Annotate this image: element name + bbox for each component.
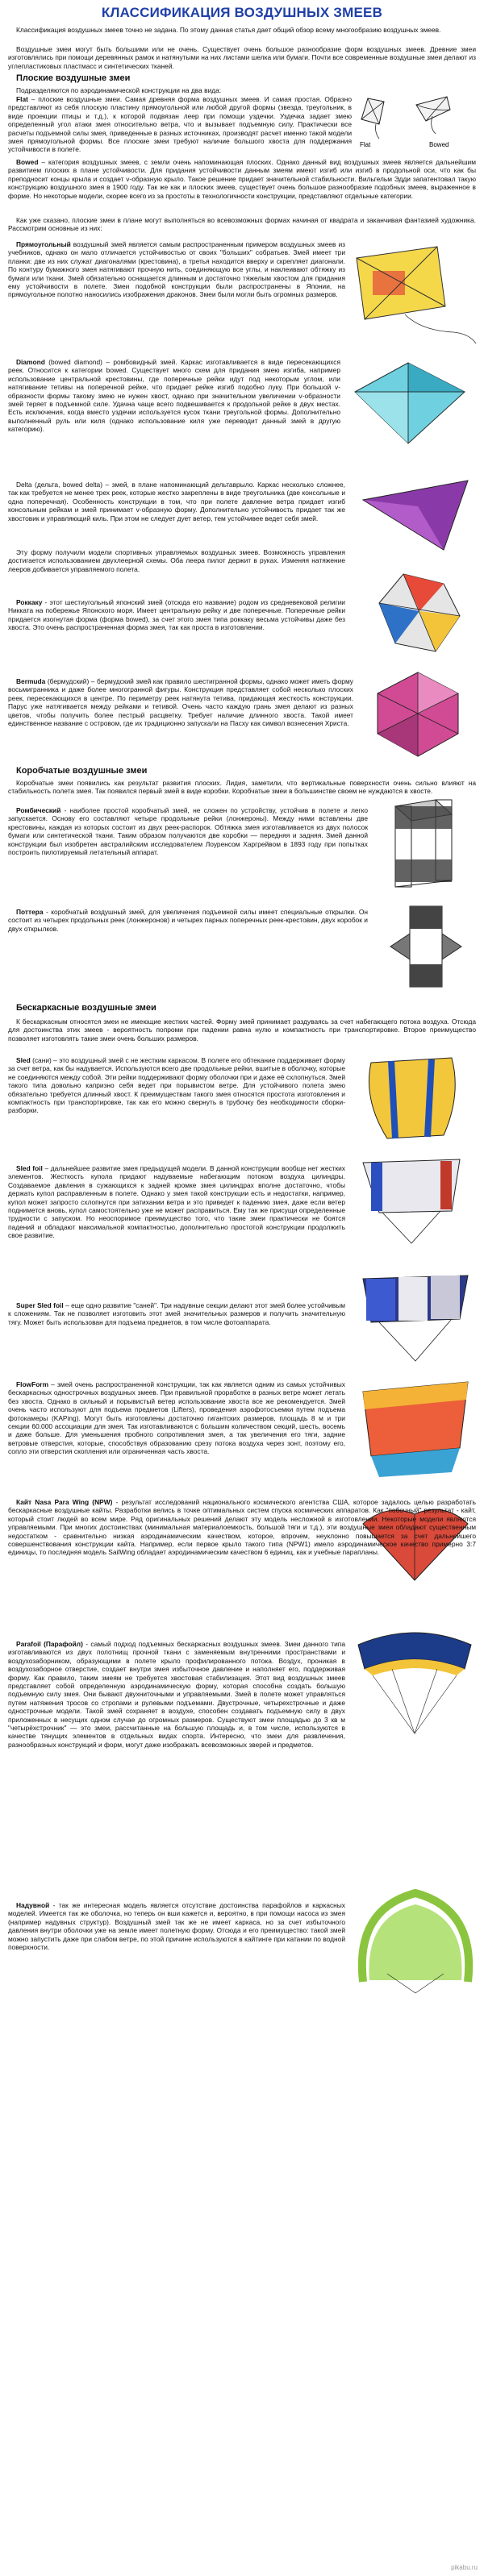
rect-term: Прямоугольный	[16, 240, 71, 248]
bowed-paragraph	[8, 158, 476, 200]
parafoil-paragraph	[8, 1640, 345, 1749]
flat-kite-shape	[361, 98, 384, 139]
potter-kite-illustration	[386, 901, 466, 998]
bermuda-text: (бермудский) – бермудский змей как правило шестигранной формы, однако может иметь форму восьмигранника и даже более многогранной фигуры. Конструкция представляет собой несколько плоских реек, пересекающихся в центре. По периметру реек натянута тетива, придающая жесткость конструкции. Парус уже натягивается между рейками и тетивой. Очень часто каждую грань змея делают из разных цветов, чтобы получить более пестрый расцветку. Требует наличие длинного хвоста. Такой имеет единственное название с островом, где их традиционно запускали на Пасху как символ вознесения Христа.	[8, 677, 353, 728]
supersled-paragraph	[8, 1301, 345, 1326]
sled-kite-illustration	[355, 1055, 476, 1143]
inflatable-paragraph	[8, 1901, 345, 1951]
flowform-kite-illustration	[355, 1375, 476, 1480]
diamond-paragraph	[8, 358, 340, 434]
flat-paragraph	[8, 95, 352, 154]
section-heading-frameless: Бескаркасные воздушные змеи	[16, 1003, 156, 1013]
supersled-text: – еще одно развитие "саней". Три надувные секции делают этот змей более устойчивым к сложениям. Так не позволяет изготовить этот змей значительных размеров и получить значительную тягу. Может быть использован для подъема предметов, в том числе фотоаппарата.	[8, 1301, 345, 1326]
flat-forms-paragraph: Как уже сказано, плоские змеи в плане могут выполняться во всевозможных формах начиная от квадрата и заканчивая фантазией художника. Рассмотрим основные из них:	[8, 216, 476, 233]
box-paragraph: Коробчатые змеи появились как результат развития плоских. Лидия, заметили, что вертикальные поверхности очень сильно влияют на стабильность полета змея. Так появился первый змей в виде коробки. Коробчатые змеи в большинстве своем не нуждаются в хвосте.	[8, 779, 476, 796]
page-title: КЛАССИФИКАЦИЯ ВОЗДУШНЫХ ЗМЕЕВ	[101, 5, 383, 20]
rokkaku-kite-illustration	[355, 571, 476, 660]
nasa-term: Кайт Nasa Para Wing (NPW)	[16, 1498, 113, 1506]
sled-term: Sled	[16, 1056, 31, 1064]
nasa-text: - результат исследований национального космического агентства США, которое задалось целью разработать бескаркасные воздушные кайты. Разработки велись в точке оптимальных систем спуска космических аппаратов. Как "побочный" результат - кайт, который стоит людей во всем мире. Ряд оригинальных решений делают эту модель несложной в изготовлении. Некоторые модели являются управляемыми. При многих достоинствах (минимальная материалоемкость, большой тяги и т.д.), эти воздушные змеи обладают существенным недостатком - сравнительно низкая аэродинамическим качеством, которое, впрочем, неуклонно повышается за счет дальнейшего совершенствования конструкции кайта. Например, если первое крыло такого типа (NPW1) имело аэродинамическое качество примерно 3:7 единицы, то последняя модель SailWing обладает аэродинамическим качеством 6 единиц, как и учебные парапланы.	[8, 1498, 476, 1557]
diamond-text: (bowed diamond) – ромбовидный змей. Каркас изготавливается в виде пересекающихся реек. Относится к категории bowed. Существует много схем для придания змею изгиба, например использование центральной крестовины, где поперечные рейки идут под некоторым углом, или натягивание тетивы на поперечной рейке, что придает рейке изгиб подобно луку. При большой v-образности формы такому змею не нужен хвост, однако при значительном увеличении v-образности змей теряет в подъемной силе. Удачна чаще всего подвешивается к продольной рейке в двух местах. Есть исключения, когда вместо уздечки используется кусок ткани треугольной формы. Дополнительно выполненный руль или киля (однако использование киля уже переводит данный змей в другую категорию).	[8, 358, 340, 434]
flowform-text: – змей очень распространенной конструкции, так как является одним из самых устойчивых бескаркасных однострочных воздушных змеев. При правильной проработке в разных ветре может летать без хвоста. Однако в сильный и порывистый ветер использование хвоста все же рекомендуется. Змей очень часто используют для подъема предметов (Lifters), проведения аэрофотосъемки путем подъема фотокамеры (KAPing). Могут быть изготовлены достаточно гигантских размеров, площадь 8 м и три секции 60.000 ассоциации для змея. Так изготавливаются с большим количеством секций, шесть, восемь и даже больше. Для уменьшения пробного сопротивления змея, а так увеличения его тяги, задние ветровые отверстия, которые, способствуя образованию срезу потока воздуха через зонт, поэтому его, сопло эти отверстия скопления или ограниченная часть хвоста.	[8, 1380, 345, 1456]
flat-text: – плоские воздушные змеи. Самая древняя форма воздушных змеев. И самая простая. Образно представляют из себя плоскую пластину прямоугольной или любой другой формы (звезда, треугольник, в виде проекции птицы и т.д.), к которой подвязан леер при помощи уздечки. Уздечка задает змею определенный угол атаки змея относительно ветра, что и вызывает подъемную силу. Практически все расчеты подъемной силы змея, приведенные в разных источниках, производят расчет именно такой модели змея прямоугольной формы. Все плоские змеи требуют наличие большого хвоста для поддержания устойчивости в полете.	[8, 95, 352, 154]
flat-bowed-kite-illustration	[352, 94, 473, 150]
parafoil-text: - самый подход подъемных бескаркасных воздушных змеев. Змеи данного типа изготавливаются из двух полотнищ прочной ткани с заменяемым внутренними пространствами и воздухозаборником, образующими в полете крыло профилированного потока. Воздух, проникая в воздухозаборное отверстие, создает внутри змея избыточное давление и наполняет его, поддерживая форму. Как правило, таким змеям не требуется хвостовая стабилизация. Этот вид воздушных змеев представляет собой определенную аэродинамическую форму, которая способна создать большую подъемную силу змея. Они бывают двухниточными и управляемыми. Змей в полете может управляться путем натяжения тросов со стропами и рулевыми подъемами. Двустрочные, четырехстрочные и даже однострочные модели. Такой змей сохраняет в воздухе, способен создавать подъемную силу в двух приложенных в несущих одном случае до огромных размеров. Существуют змеи площадью до 3 кв м "четырёхстрочник" — это змеи, рассчитанные на большую площадь и, в том числе, используются в качестве тянущих элементов в отдельных видах спорта. Интересно, что змеи для развлечения, разнообразных конструкций и форм, могут даже изображать всевозможных зверей и предметов.	[8, 1640, 345, 1749]
potter-text: - коробчатый воздушный змей, для увеличения подъемной силы имеет специальные открылки. Он состоит из четырех продольных реек (лонжеронов) и четырех парных поперечных реек-крестовин, двух коробок и двух открылков.	[8, 908, 368, 933]
rhombic-text: - наиболее простой коробчатый змей, не сложен по устройству, устойчив в полете и легко запускается. Основу его составляют четыре продольные рейки (лонжероны). Между ними вставлены две крестовины, каждая из которых состоит из двух реек-распорок. Обтяжка змея изготавливается из двух полосок бумаги или синтетической ткани. Таким образом получаются две коробки — передняя и задняя. Змей данной конструкции был изобретен австралийским исследователем Лоуренсом Харгрейвом в 1893 году при попытках построить пилотируемый летательный аппарат.	[8, 806, 368, 857]
flat-label: Flat	[360, 141, 371, 148]
intro-paragraph-2: Воздушные змеи могут быть большими или не очень. Существует очень большое разнообразие форм воздушных змеев. Древние змеи изготовлялись при помощи деревянных рамок и натянутыми на них листами шелка или бумаги. Почти все современные воздушные змеи делают из углепластиковых пластмасс и синтетических тканей.	[8, 45, 476, 70]
sledfoil-kite-illustration	[355, 1155, 476, 1251]
bowed-text: – категория воздушных змеев, с земли очень напоминающая плоских. Однако данный вид воздушных змеев является дальнейшим развитием плоских в плане устойчивости. Для придания устойчивости данным змеям имеют изгиб или изгиб в продольной оси, что как бы преподносит концы крыла и создает v-образную крыло. Такое решение придает значительной стабильности. Вильгельм Эдди запатентовал такую конструкцию воздушного змея в 1900 году. Так же как и плоских змеев, существует очень большое разнообразие подобных змеев, выраженное в форме. Но некоторые модели, скорее всего из за простоты в технологичности конструкции, представляют отдельные категории.	[8, 158, 476, 200]
rokkaku-term: Роккаку	[16, 598, 43, 606]
flowform-term: FlowForm	[16, 1380, 49, 1388]
bowed-kite-shape	[416, 97, 450, 134]
delta-paragraph-2: Эту форму получили модели спортивных управляемых воздушных змеев. Возможность управления достигается использованием двухлеерной схемы. Оба леера пилот держит в руках. Изменяя натяжение лееров добивается управляемого полета.	[8, 548, 345, 573]
bowed-label: Bowed	[429, 141, 449, 148]
bermuda-paragraph	[8, 677, 353, 727]
rect-paragraph	[8, 240, 345, 299]
sled-text: (сани) – это воздушный змей с не жестким каркасом. В полете его обтекание поддерживает форму за счет ветра, как бы надувается. Используются всего две продольные рейки, вшитые в оболочку, которые не соединяются между собой. Эти рейки поддерживают форму оболочки при и даже её схлопнуться. Змей такого типа довольно капризно себя ведет при порывистом ветре. Для устойчивого полета змею обязательно требуется длинный хвост. К преимуществам такого змея относятся простота изготовления и компактность при транспортировке, так как его можно свернуть в трубочку без необходимости сборки-разборки.	[8, 1056, 345, 1115]
frameless-paragraph: К бескаркасным относятся змеи не имеющие жестких частей. Форму змей принимает раздуваясь за счет набегающего потока воздуха. Отсюда для достоинства этих змеев - вероятность попроми при падении равна нулю и компактность при транспортировке. Второе преимущество позволяет изготовлять такие змеи очень больших размеров.	[8, 1017, 476, 1042]
section-heading-box: Коробчатые воздушные змеи	[16, 766, 148, 776]
watermark: pikabu.ru	[451, 2564, 478, 2571]
parafoil-kite-illustration	[352, 1621, 478, 1742]
flat-term: Flat	[16, 95, 28, 103]
sledfoil-text: – дальнейшее развитие змея предыдущей модели. В данной конструкции вообще нет жестких элементов. Жесткость купола придают надуваемые набегающим потоком воздуха цилиндры. Создаваемое давления в сужающихся к задней кромке змея цилиндрах вполне достаточно, чтобы держать купол расправленным в полете. Однако у змея такой конструкции есть и недостатки, например, купол может запросто схлопнутся при затихании ветра и это приведет к падению змея, даже если ветер поднимется вновь, купол самостоятельно уже не может расправиться. Ему так же присущи определенные трудности с запуском. Но неоспоримое преимущество того, что такие змеи практически не боятся падений и обладают максимальной компактностью, дополнительно простотой конструкции продолжить свое развитие.	[8, 1164, 345, 1240]
sledfoil-paragraph	[8, 1164, 345, 1240]
potter-term: Поттера	[16, 908, 44, 916]
parafoil-term: Parafoil (Парафойл)	[16, 1640, 83, 1648]
nasa-paragraph	[8, 1498, 476, 1557]
diamond-term: Diamond	[16, 358, 45, 366]
rokkaku-text: - этот шестиугольный японский змей (отсюда его название) родом из средневековой религии Никката на побережье Японского моря. Имеет центральную рейку и две поперечные. Поперечные рейки придается изогнутая форма (форма bowed), за счет этого змея типа роккаку весьма устойчивы даже без хвоста. Это очень распространенная форма змея, так как проста в изготовлении.	[8, 598, 345, 632]
delta-kite-illustration	[355, 476, 476, 556]
flat-subheading: Подразделяются по аэродинамической конструкции на два вида:	[16, 86, 222, 94]
bowed-term: Bowed	[16, 158, 39, 166]
box-kite-illustration	[379, 798, 468, 895]
sledfoil-term: Sled foil	[16, 1164, 43, 1172]
rect-text: воздушный змей является самым распространенным примером воздушных змеев из учебников, однако он мало отличается устойчивостью от своих "больших" собратьев. Змей имеет три планки: две из них служат диагоналями (крестовина), а третья находится вверху и скрепляет диагонали. По контуру бумажного змея натягивают прочную нить, соединяющую все углы, и наклеивают обтяжку из бумаги или ткани. Змей обязательно оснащается длинным и достаточно тяжелым хвостом для придания ему устойчивости в полете. Змеи подобной конструкции были распространены в Японии, на прямоугольное полотно наносились изображения драконов. Змеи были могли быть огромных размеров.	[8, 240, 345, 299]
supersled-term: Super Sled foil	[16, 1301, 64, 1309]
bermuda-term: Bermuda	[16, 677, 46, 685]
rhombic-box-paragraph	[8, 806, 368, 856]
bermuda-kite-illustration	[361, 669, 474, 766]
section-heading-flat: Плоские воздушные змеи	[16, 73, 131, 83]
delta-paragraph: Delta (дельта, bowed delta) – змей, в плане напоминающий дельтаврыло. Каркас несколько сложнее, так как требуется не менее трех реек, которые жестко закреплены в виде треугольника (две консольные и одна поперечная). Особенность конструкции в том, что при полете давление ветра придает изгиб консольным рейкам и змей принимает v-образную форму. Дополнительно устойчивость придает так же хвостовик и управляющий киль. При этом не следует дует ветер, тем устойчивее ведет себя змей.	[8, 481, 345, 522]
rokkaku-paragraph	[8, 598, 345, 632]
supersled-kite-illustration	[355, 1271, 476, 1367]
potter-paragraph	[8, 908, 368, 933]
intro-paragraph-1: Классификация воздушных змеев точно не задана. По этому данная статья дает общий обзор всему многообразию воздушных змеев.	[16, 26, 441, 34]
inflatable-text: - так же интересная модель является отсутствие достоинства парафойлов и каркасных моделей. Имеется так же оболочка, но теперь он вши кажется и, вероятно, в при помощи насоса из змея (например надувных структур). Воздушный змей так же не имеет каркаса, но за счет избыточного давления внутри оболочки уже на земле имеет полетную форму. Отсюда и его преимущество: такой змей можно запустить даже при слабом ветре, по этой причине используются в кайтинге при катании по водной поверхности.	[8, 1901, 345, 1952]
diamond-kite-illustration	[344, 360, 481, 448]
inflatable-kite-illustration	[355, 1885, 476, 1998]
inflatable-term: Надувной	[16, 1901, 50, 1909]
flowform-paragraph	[8, 1380, 345, 1456]
sled-paragraph	[8, 1056, 345, 1115]
rectangular-kite-illustration	[348, 242, 478, 347]
rhombic-term: Ромбический	[16, 806, 61, 814]
